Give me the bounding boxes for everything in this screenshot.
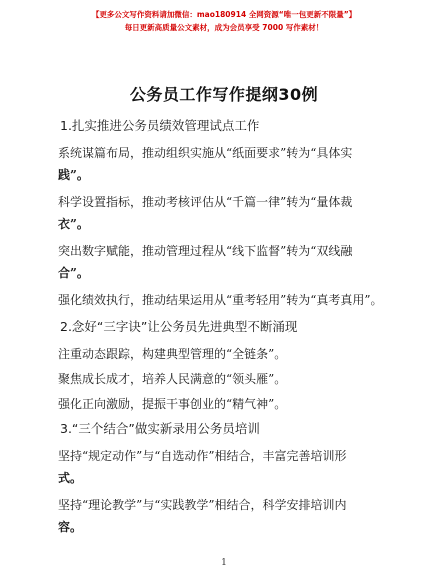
paragraph-text: 科学设置指标，推动考核评估从“千篇一律”转为“量体裁 [58, 195, 353, 209]
promo-banner [0, 8, 448, 34]
paragraph [58, 368, 396, 390]
section-heading: 3.“三个结合”做实新录用公务员培训 [60, 421, 260, 436]
promo-line-1: 【更多公文写作资料请加微信：mao180914 全网资源“唯一包更新不限量”】 [91, 10, 357, 19]
paragraph-text: 聚焦成长成才，培养人民满意的“领头雁”。 [58, 372, 287, 386]
paragraph-text: 强化绩效执行，推动结果运用从“重考轻用”转为“真考真用”。 [58, 293, 383, 307]
paragraph-text: 突出数字赋能，推动管理过程从“线下监督”转为“双线融 [58, 244, 353, 258]
paragraph-tail: 合”。 [58, 266, 89, 280]
section-heading: 1.扎实推进公务员绩效管理试点工作 [60, 118, 260, 133]
paragraph-text: 强化正向激励，提振干事创业的“精气神”。 [58, 397, 287, 411]
paragraph-text: 坚持“理论教学”与“实践教学”相结合，科学安排培训内 [58, 498, 347, 512]
paragraph-tail: 践”。 [58, 168, 89, 182]
paragraph [58, 445, 396, 489]
paragraph-tail: 式。 [58, 471, 83, 485]
document-body [58, 115, 396, 543]
paragraph-text: 系统谋篇布局，推动组织实施从“纸面要求”转为“具体实 [58, 146, 353, 160]
document-title: 公务员工作写作提纲30例 [129, 85, 319, 104]
page-number: 1 [221, 558, 227, 568]
paragraph [58, 289, 396, 311]
promo-line-2: 每日更新高质量公文素材，成为会员享受 7000 写作素材！ [124, 23, 324, 32]
paragraph-tail: 容。 [58, 520, 83, 534]
paragraph [58, 393, 396, 415]
paragraph [58, 240, 396, 284]
paragraph-tail: 衣”。 [58, 217, 89, 231]
paragraph-text: 坚持“规定动作”与“自选动作”相结合，丰富完善培训形 [58, 449, 347, 463]
paragraph [58, 142, 396, 186]
paragraph [58, 343, 396, 365]
paragraph [58, 191, 396, 235]
paragraph-text: 注重动态跟踪，构建典型管理的“全链条”。 [58, 347, 287, 361]
paragraph [58, 494, 396, 538]
section-heading: 2.念好“三字诀”让公务员先进典型不断涌现 [60, 319, 298, 334]
